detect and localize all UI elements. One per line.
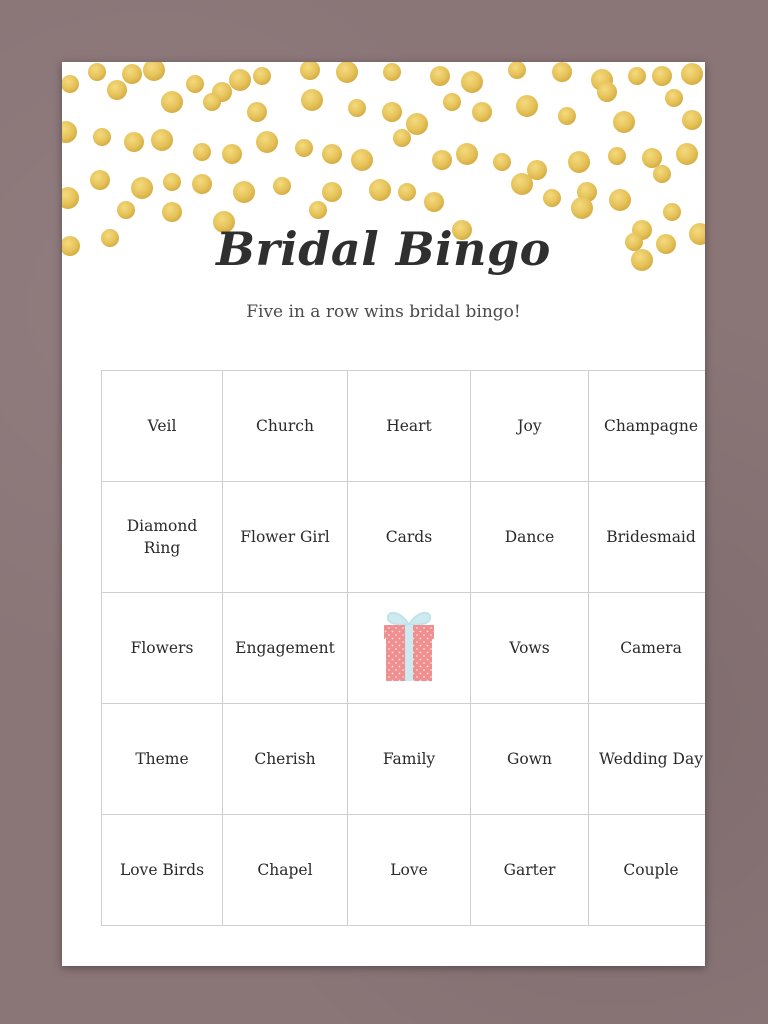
bingo-cell[interactable]: Bridesmaid	[589, 482, 706, 593]
confetti-dot	[273, 177, 291, 195]
confetti-dot	[665, 89, 683, 107]
confetti-dot	[398, 183, 416, 201]
confetti-dot	[62, 75, 79, 93]
bingo-grid	[101, 370, 705, 926]
confetti-dot	[676, 143, 698, 165]
confetti-dot	[682, 110, 702, 130]
confetti-dot	[597, 82, 617, 102]
confetti-dot	[568, 151, 590, 173]
confetti-dot	[322, 144, 342, 164]
confetti-dot	[628, 67, 646, 85]
confetti-dot	[558, 107, 576, 125]
bingo-cell[interactable]: Cherish	[223, 704, 348, 815]
confetti-dot	[383, 63, 401, 81]
confetti-dot	[151, 129, 173, 151]
bingo-cell[interactable]: Veil	[102, 371, 223, 482]
confetti-dot	[90, 170, 110, 190]
confetti-dot	[162, 202, 182, 222]
confetti-dot	[508, 62, 526, 79]
confetti-dot	[663, 203, 681, 221]
confetti-dot	[369, 179, 391, 201]
bingo-cell[interactable]: Vows	[471, 593, 589, 704]
confetti-dot	[406, 113, 428, 135]
confetti-dot	[608, 147, 626, 165]
bingo-cell[interactable]: Church	[223, 371, 348, 482]
confetti-dot	[124, 132, 144, 152]
bingo-cell[interactable]: Wedding Day	[589, 704, 706, 815]
confetti-dot	[186, 75, 204, 93]
confetti-dot	[322, 182, 342, 202]
bingo-card	[62, 62, 705, 966]
confetti-dot	[424, 192, 444, 212]
bingo-cell[interactable]: Garter	[471, 815, 589, 926]
confetti-dot	[456, 143, 478, 165]
bingo-cell[interactable]: Couple	[589, 815, 706, 926]
grid-row	[102, 371, 706, 482]
confetti-dot	[472, 102, 492, 122]
gift-icon	[380, 605, 438, 685]
confetti-dot	[161, 91, 183, 113]
bingo-cell[interactable]: Theme	[102, 704, 223, 815]
confetti-dot	[613, 111, 635, 133]
bingo-cell[interactable]: Flowers	[102, 593, 223, 704]
confetti-dot	[131, 177, 153, 199]
confetti-dot	[62, 121, 77, 143]
bingo-cell[interactable]: Engagement	[223, 593, 348, 704]
confetti-dot	[122, 64, 142, 84]
confetti-dot	[393, 129, 411, 147]
confetti-dot	[222, 144, 242, 164]
grid-row	[102, 704, 706, 815]
confetti-dot	[461, 71, 483, 93]
confetti-dot	[93, 128, 111, 146]
bingo-cell[interactable]: Cards	[348, 482, 471, 593]
confetti-dot	[233, 181, 255, 203]
page-title: Bridal Bingo	[216, 222, 551, 276]
bingo-cell[interactable]: Joy	[471, 371, 589, 482]
bingo-cell[interactable]: Chapel	[223, 815, 348, 926]
confetti-dot	[493, 153, 511, 171]
confetti-dot	[256, 131, 278, 153]
grid-row	[102, 593, 706, 704]
confetti-dot	[382, 102, 402, 122]
confetti-dot	[143, 62, 165, 81]
confetti-dot	[681, 63, 703, 85]
confetti-dot	[88, 63, 106, 81]
confetti-dot	[443, 93, 461, 111]
confetti-dot	[203, 93, 221, 111]
confetti-dot	[117, 201, 135, 219]
bingo-cell[interactable]: Dance	[471, 482, 589, 593]
confetti-dot	[543, 189, 561, 207]
gold-confetti-decoration	[62, 62, 705, 322]
confetti-dot	[571, 197, 593, 219]
confetti-dot	[348, 99, 366, 117]
confetti-dot	[295, 139, 313, 157]
confetti-dot	[107, 80, 127, 100]
confetti-dot	[253, 67, 271, 85]
bingo-cell[interactable]: Champagne	[589, 371, 706, 482]
bingo-cell[interactable]: Flower Girl	[223, 482, 348, 593]
grid-row	[102, 815, 706, 926]
grid-row	[102, 482, 706, 593]
confetti-dot	[351, 149, 373, 171]
confetti-dot	[552, 62, 572, 82]
bingo-cell[interactable]: Camera	[589, 593, 706, 704]
confetti-dot	[193, 143, 211, 161]
confetti-dot	[432, 150, 452, 170]
confetti-dot	[642, 148, 662, 168]
confetti-dot	[301, 89, 323, 111]
confetti-dot	[652, 66, 672, 86]
confetti-dot	[247, 102, 267, 122]
confetti-dot	[309, 201, 327, 219]
bingo-cell[interactable]: Love Birds	[102, 815, 223, 926]
confetti-dot	[300, 62, 320, 80]
bingo-cell[interactable]: Gown	[471, 704, 589, 815]
free-space-cell[interactable]	[348, 593, 471, 704]
bingo-cell[interactable]: Love	[348, 815, 471, 926]
bingo-cell[interactable]: Family	[348, 704, 471, 815]
confetti-dot	[511, 173, 533, 195]
confetti-dot	[163, 173, 181, 191]
confetti-dot	[192, 174, 212, 194]
confetti-dot	[336, 62, 358, 83]
subtitle: Five in a row wins bridal bingo!	[246, 302, 521, 322]
confetti-dot	[430, 66, 450, 86]
confetti-dot	[609, 189, 631, 211]
confetti-dot	[62, 187, 79, 209]
bingo-cell[interactable]: Diamond Ring	[102, 482, 223, 593]
bingo-cell[interactable]: Heart	[348, 371, 471, 482]
confetti-dot	[516, 95, 538, 117]
confetti-dot	[229, 69, 251, 91]
confetti-dot	[653, 165, 671, 183]
